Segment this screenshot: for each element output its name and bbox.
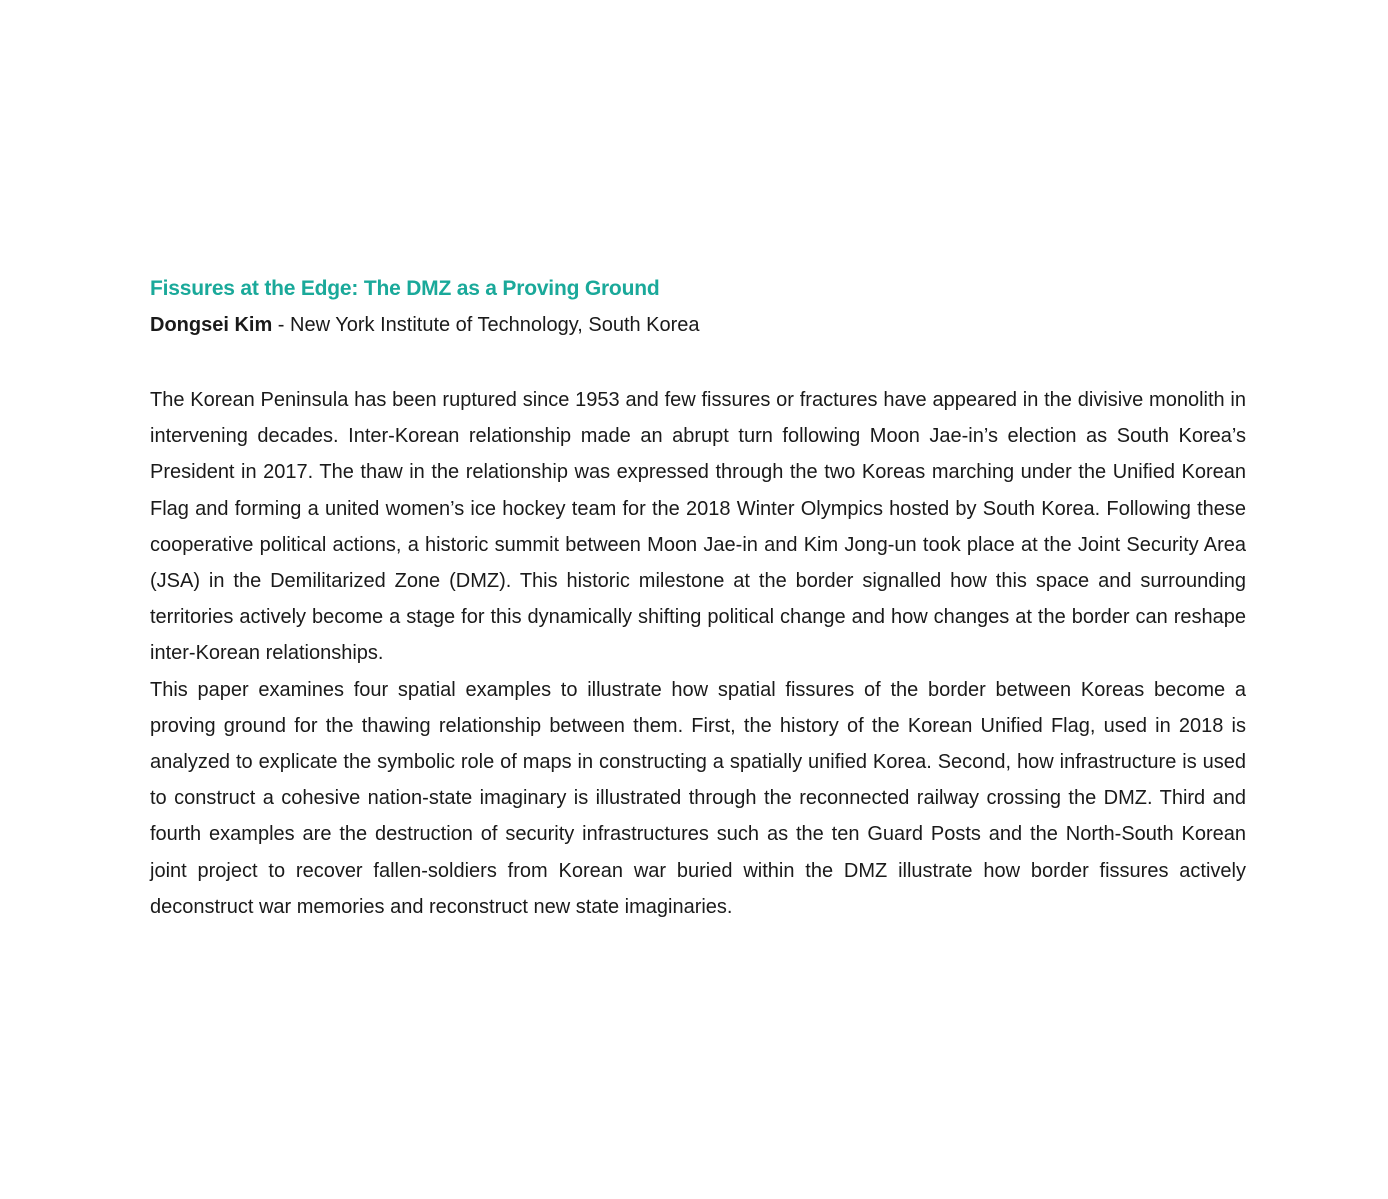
author-byline: [150, 310, 1246, 340]
byline-separator: -: [272, 314, 291, 336]
author-name: Dongsei Kim: [150, 314, 273, 336]
abstract: [150, 382, 1246, 925]
paper-title: Fissures at the Edge: The DMZ as a Proving Ground: [150, 277, 660, 300]
abstract-paragraph-1: The Korean Peninsula has been ruptured since 1953 and few fissures or fractures have appeared in the divisive monolith in intervening decades. Inter-Korean relationship made an abrupt turn following Moon Jae-in’s election as South Korea’s President in 2017. The thaw in the relationship was expressed through the two Koreas marching under the Unified Korean Flag and forming a united women’s ice hockey team for the 2018 Winter Olympics hosted by South Korea. Following these cooperative political actions, a historic summit between Moon Jae-in and Kim Jong-un took place at the Joint Security Area (JSA) in the Demilitarized Zone (DMZ). This historic milestone at the border signalled how this space and surrounding territories actively become a stage for this dynamically shifting political change and how changes at the border can reshape inter-Korean relationships.: [150, 389, 1246, 665]
paper-page: [150, 274, 1246, 925]
abstract-paragraph-2: This paper examines four spatial examples to illustrate how spatial fissures of the border between Koreas become a proving ground for the thawing relationship between them. First, the history of the Korean Unified Flag, used in 2018 is analyzed to explicate the symbolic role of maps in constructing a spatially unified Korea. Second, how infrastructure is used to construct a cohesive nation-state imaginary is illustrated through the reconnected railway crossing the DMZ. Third and fourth examples are the destruction of security infrastructures such as the ten Guard Posts and the North-South Korean joint project to recover fallen-soldiers from Korean war buried within the DMZ illustrate how border fissures actively deconstruct war memories and reconstruct new state imaginaries.: [150, 678, 1246, 918]
author-affiliation: New York Institute of Technology, South Korea: [290, 314, 700, 336]
